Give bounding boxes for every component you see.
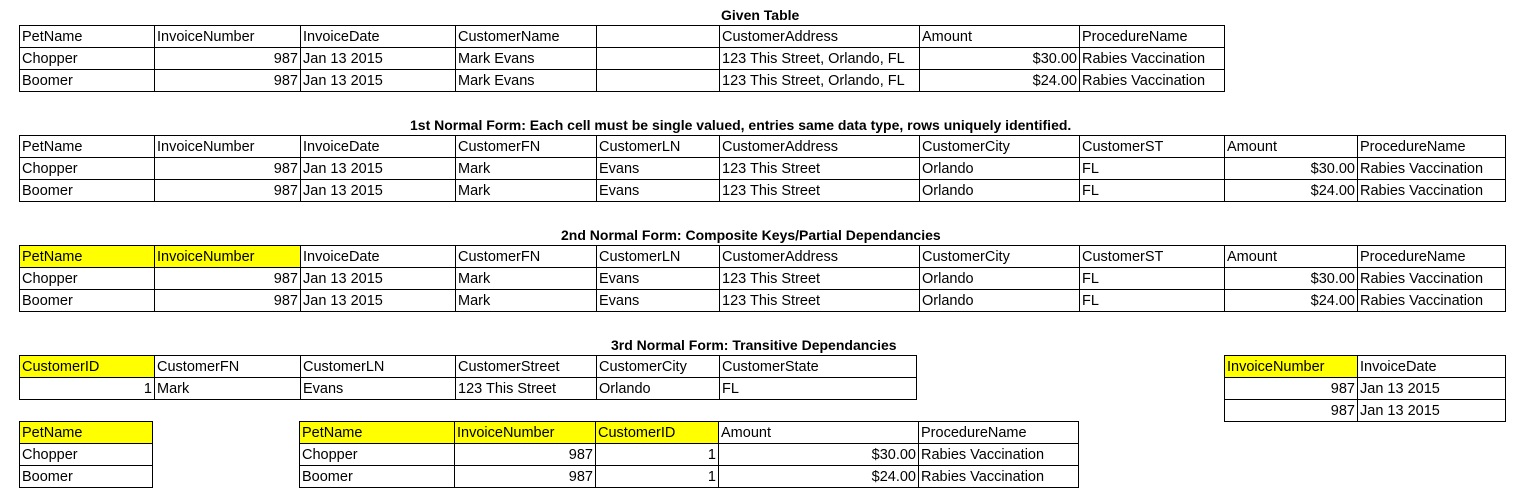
table-row [20,48,1225,70]
header-cell-customerid: CustomerID [596,422,719,444]
cell-customerln: Evans [597,290,720,312]
third-normal-form-customer-table [19,355,917,400]
cell-customerid: 1 [596,444,719,466]
header-cell-customeraddress: CustomerAddress [720,246,920,268]
header-cell-customerln: CustomerLN [597,136,720,158]
header-cell-invoicenumber: InvoiceNumber [1225,356,1358,378]
given-table [19,25,1225,92]
title-given-table: Given Table [721,7,800,23]
header-cell-invoicenumber: InvoiceNumber [455,422,596,444]
cell-petname: Chopper [20,268,155,290]
table-row [20,70,1225,92]
cell-customercity: Orlando [920,180,1080,202]
third-normal-form-pet-table [19,421,153,488]
cell-invoicenumber: 987 [155,158,301,180]
cell-petname: Chopper [300,444,455,466]
cell-invoicedate: Jan 13 2015 [301,158,456,180]
cell-amount: $24.00 [1225,180,1358,202]
cell-amount: $30.00 [1225,268,1358,290]
header-row [20,356,917,378]
cell-customeraddress: 123 This Street [720,268,920,290]
header-cell-petname: PetName [20,26,155,48]
cell-customeraddress: 123 This Street, Orlando, FL [720,70,920,92]
cell-customerst: FL [1080,158,1225,180]
header-cell-invoicenumber: InvoiceNumber [155,246,301,268]
cell-customerfn: Mark [456,180,597,202]
cell-amount: $24.00 [1225,290,1358,312]
cell-invoicedate: Jan 13 2015 [1358,378,1506,400]
cell-customercity: Orlando [920,268,1080,290]
header-row [20,422,153,444]
header-row [20,246,1506,268]
cell-customeraddress: 123 This Street, Orlando, FL [720,48,920,70]
cell-invoicenumber: 987 [155,70,301,92]
cell-procedurename: Rabies Vaccination [1080,48,1225,70]
header-cell-procedurename: ProcedureName [1358,136,1506,158]
cell-invoicenumber: 987 [1225,400,1358,422]
header-cell-amount: Amount [920,26,1080,48]
table-row [20,466,153,488]
header-cell-invoicedate: InvoiceDate [301,26,456,48]
title-first-normal-form: 1st Normal Form: Each cell must be single valued, entries same data type, rows uniquely identified. [410,117,1072,133]
header-row [20,26,1225,48]
cell-procedurename: Rabies Vaccination [1358,158,1506,180]
cell-blank [597,48,720,70]
cell-customerstate: FL [720,378,917,400]
cell-procedurename: Rabies Vaccination [919,466,1079,488]
cell-customercity: Orlando [920,290,1080,312]
header-cell-procedurename: ProcedureName [919,422,1079,444]
cell-customerfn: Mark [456,268,597,290]
cell-customercity: Orlando [920,158,1080,180]
cell-invoicedate: Jan 13 2015 [1358,400,1506,422]
first-normal-form-table [19,135,1506,202]
header-cell-customerstreet: CustomerStreet [456,356,597,378]
cell-invoicenumber: 987 [455,444,596,466]
header-row [300,422,1079,444]
cell-petname: Boomer [300,466,455,488]
cell-customerfn: Mark [155,378,301,400]
header-row [1225,356,1506,378]
cell-procedurename: Rabies Vaccination [919,444,1079,466]
table-row [20,180,1506,202]
header-cell-customerfn: CustomerFN [155,356,301,378]
title-second-normal-form: 2nd Normal Form: Composite Keys/Partial Dependancies [561,227,941,243]
cell-customeraddress: 123 This Street [720,290,920,312]
cell-blank [597,70,720,92]
cell-petname: Chopper [20,158,155,180]
table-row [1225,378,1506,400]
header-cell-customercity: CustomerCity [920,246,1080,268]
table-row [20,158,1506,180]
header-cell-procedurename: ProcedureName [1080,26,1225,48]
cell-petname: Chopper [20,48,155,70]
cell-amount: $30.00 [920,48,1080,70]
cell-customername: Mark Evans [456,70,597,92]
cell-invoicedate: Jan 13 2015 [301,70,456,92]
table-row [20,378,917,400]
cell-customerst: FL [1080,268,1225,290]
header-cell-petname: PetName [20,246,155,268]
header-row [20,136,1506,158]
cell-petname: Boomer [20,466,153,488]
cell-amount: $30.00 [719,444,919,466]
cell-procedurename: Rabies Vaccination [1080,70,1225,92]
cell-amount: $24.00 [719,466,919,488]
cell-customerfn: Mark [456,158,597,180]
header-cell-customerfn: CustomerFN [456,136,597,158]
cell-invoicenumber: 987 [455,466,596,488]
header-cell-customerln: CustomerLN [301,356,456,378]
header-cell-invoicedate: InvoiceDate [301,246,456,268]
header-cell-invoicenumber: InvoiceNumber [155,136,301,158]
header-cell-customerst: CustomerST [1080,246,1225,268]
title-third-normal-form: 3rd Normal Form: Transitive Dependancies [611,337,897,353]
header-cell-petname: PetName [20,422,153,444]
cell-invoicenumber: 987 [155,180,301,202]
header-cell-customerid: CustomerID [20,356,155,378]
cell-customerid: 1 [596,466,719,488]
cell-procedurename: Rabies Vaccination [1358,180,1506,202]
table-row [20,268,1506,290]
header-cell-amount: Amount [719,422,919,444]
cell-amount: $30.00 [1225,158,1358,180]
header-cell-customercity: CustomerCity [597,356,720,378]
cell-customerfn: Mark [456,290,597,312]
table-row [20,444,153,466]
header-cell-customeraddress: CustomerAddress [720,136,920,158]
cell-invoicenumber: 987 [1225,378,1358,400]
cell-customerstreet: 123 This Street [456,378,597,400]
cell-customerln: Evans [301,378,456,400]
header-cell-invoicenumber: InvoiceNumber [155,26,301,48]
cell-customerln: Evans [597,268,720,290]
header-cell-customername: CustomerName [456,26,597,48]
table-row [300,444,1079,466]
second-normal-form-table [19,245,1506,312]
cell-invoicedate: Jan 13 2015 [301,180,456,202]
table-row [300,466,1079,488]
header-cell-amount: Amount [1225,246,1358,268]
cell-procedurename: Rabies Vaccination [1358,268,1506,290]
cell-customeraddress: 123 This Street [720,180,920,202]
third-normal-form-procedure-table [299,421,1079,488]
cell-petname: Chopper [20,444,153,466]
cell-invoicedate: Jan 13 2015 [301,48,456,70]
cell-customerln: Evans [597,180,720,202]
header-cell-invoicedate: InvoiceDate [1358,356,1506,378]
cell-invoicenumber: 987 [155,290,301,312]
header-cell-invoicedate: InvoiceDate [301,136,456,158]
cell-amount: $24.00 [920,70,1080,92]
table-row [20,290,1506,312]
cell-customerst: FL [1080,180,1225,202]
cell-invoicedate: Jan 13 2015 [301,268,456,290]
header-cell-customerst: CustomerST [1080,136,1225,158]
table-row [1225,400,1506,422]
cell-petname: Boomer [20,290,155,312]
header-cell-customerfn: CustomerFN [456,246,597,268]
cell-customername: Mark Evans [456,48,597,70]
cell-petname: Boomer [20,70,155,92]
cell-petname: Boomer [20,180,155,202]
cell-customerln: Evans [597,158,720,180]
cell-customerst: FL [1080,290,1225,312]
header-cell-blank [597,26,720,48]
header-cell-petname: PetName [300,422,455,444]
cell-customercity: Orlando [597,378,720,400]
header-cell-customerstate: CustomerState [720,356,917,378]
cell-customeraddress: 123 This Street [720,158,920,180]
cell-customerid: 1 [20,378,155,400]
header-cell-customercity: CustomerCity [920,136,1080,158]
cell-invoicedate: Jan 13 2015 [301,290,456,312]
header-cell-customerln: CustomerLN [597,246,720,268]
header-cell-customeraddress: CustomerAddress [720,26,920,48]
cell-invoicenumber: 987 [155,268,301,290]
third-normal-form-invoice-table [1224,355,1506,422]
cell-invoicenumber: 987 [155,48,301,70]
header-cell-petname: PetName [20,136,155,158]
header-cell-amount: Amount [1225,136,1358,158]
cell-procedurename: Rabies Vaccination [1358,290,1506,312]
header-cell-procedurename: ProcedureName [1358,246,1506,268]
